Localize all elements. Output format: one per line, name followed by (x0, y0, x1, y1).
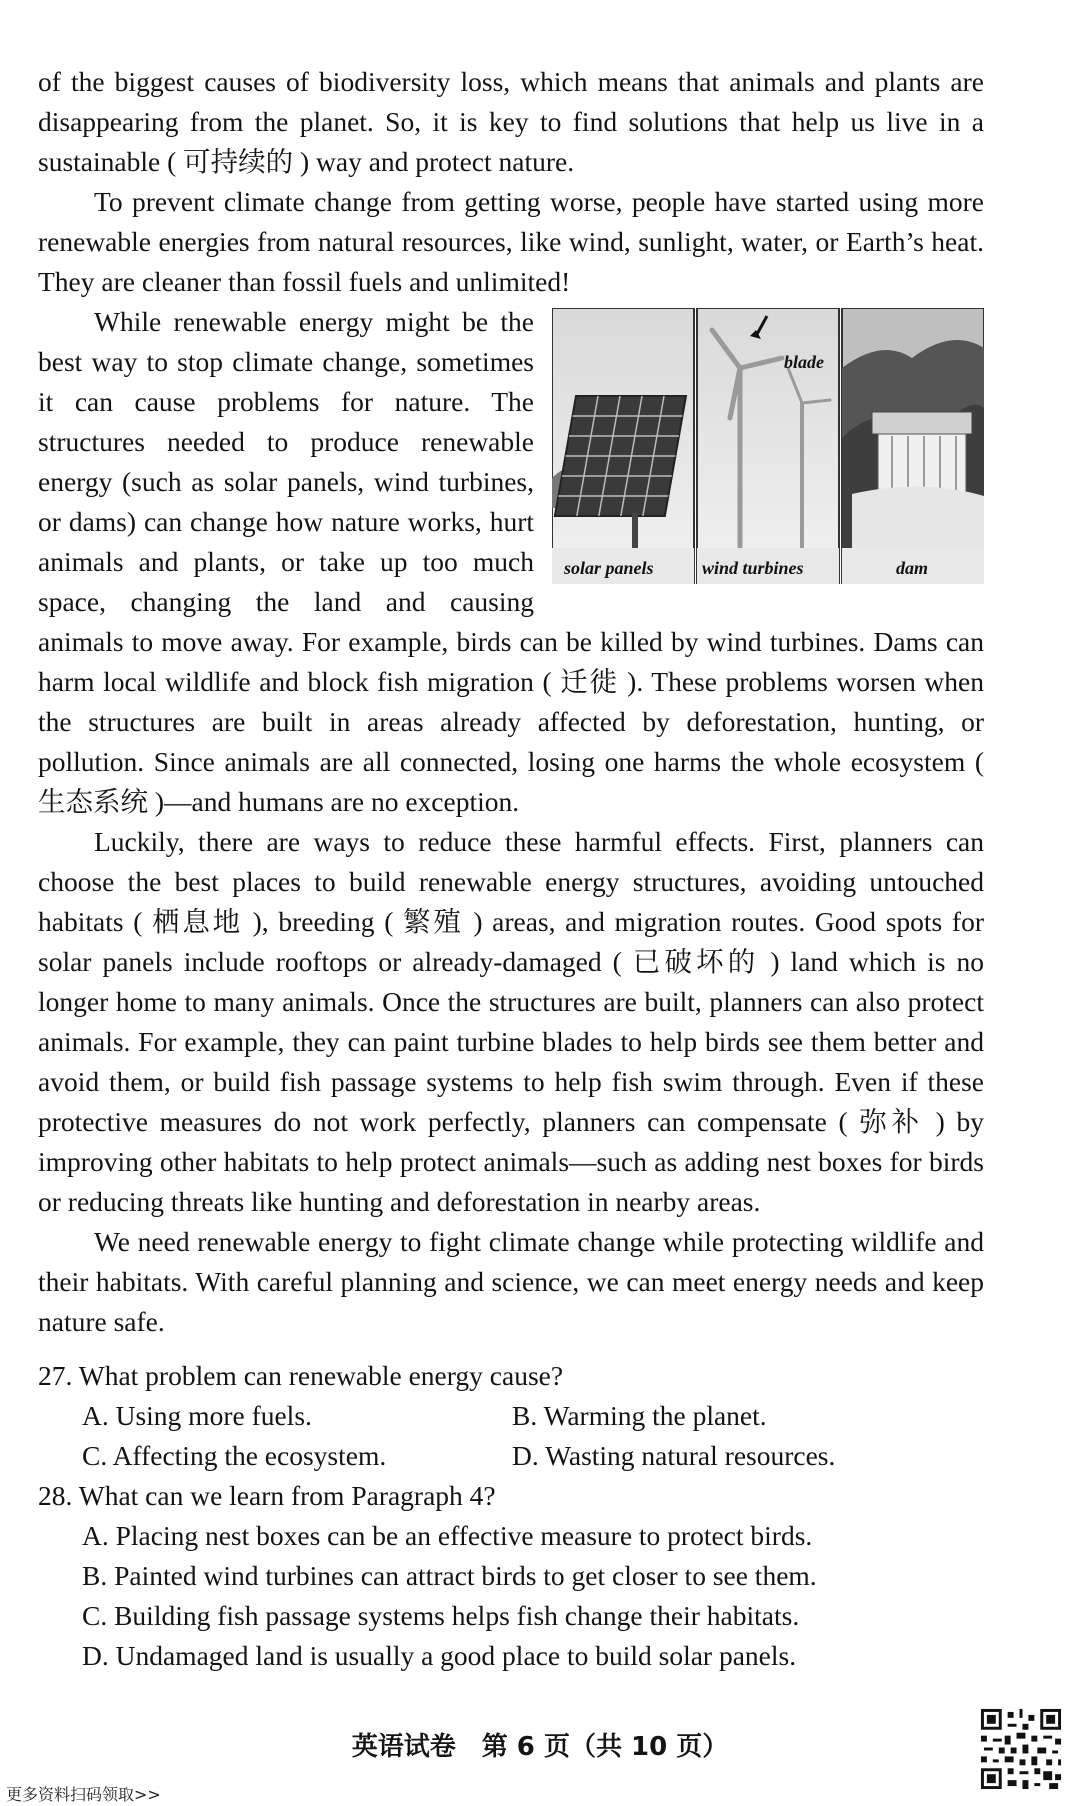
qr-code-icon[interactable] (978, 1706, 1064, 1792)
caption-solar-panels: solar panels (564, 558, 654, 578)
paragraph-1: of the biggest causes of biodiversity loss, which means that animals and plants are disappearing from the planet. So, it is key to find solutions that help us live in a sustainable ( 可持续的 ) way and protect nature. (38, 66, 984, 177)
question-27-stem: 27. What problem can renewable energy cause? (38, 1360, 564, 1391)
paragraph-3: While renewable energy might be the best way to stop climate change, sometimes it can cause problems for nature. The structures needed to produce renewable energy (such as solar panels, wind turbines, or dams) can change how nature works, hurt animals and plants, or take up too much space, changing the land and causing animals to move away. For example, birds can be killed by wind turbines. Dams can harm local wildlife and block fish migration ( 迁徙 ). These problems worsen when the structures are built in areas already affected by deforestation, hunting, or pollution. Since animals are all connected, losing one harms the whole ecosystem ( 生态系统 )—and humans are no exception. (38, 306, 984, 817)
question-27-options-row-1 (38, 1396, 984, 1436)
option-27-c: C. Affecting the ecosystem. (82, 1440, 387, 1471)
wind-panel-frame (697, 308, 839, 584)
option-27-a: A. Using more fuels. (82, 1400, 312, 1431)
paragraph-4: Luckily, there are ways to reduce these harmful effects. First, planners can choose the best places to build renewable energy structures, avoiding untouched habitats ( 栖息地 ), breeding ( 繁殖 ) areas, and migration routes. Good spots for solar panels include rooftops or already-damaged ( 已破坏的 ) land which is no longer home to many animals. Once the structures are built, planners can also protect animals. For example, they can paint turbine blades to help birds see them better and avoid them, or build fish passage systems to help fish swim through. Even if these protective measures do not work perfectly, planners can compensate ( 弥补 ) by improving other habitats to help protect animals—such as adding nest boxes for birds or reducing threats like hunting and deforestation in nearby areas. (38, 826, 984, 1217)
renewable-energy-figure (552, 308, 984, 584)
paragraph-2: To prevent climate change from getting worse, people have started using more renewable energies from natural resources, like wind, sunlight, water, or Earth’s heat. They are cleaner than fossil fuels and unlimited! (38, 186, 984, 297)
option-28-b: B. Painted wind turbines can attract birds to get closer to see them. (82, 1560, 817, 1591)
page-footer: 英语试卷 第 6 页（共 10 页） (351, 1732, 729, 1762)
caption-dam: dam (896, 558, 929, 578)
question-28-stem: 28. What can we learn from Paragraph 4? (38, 1480, 496, 1511)
question-27-options-row-2 (38, 1436, 984, 1476)
caption-wind-turbines: wind turbines (702, 558, 804, 578)
paragraph-5: We need renewable energy to fight climate change while protecting wildlife and their habitats. With careful planning and science, we can meet energy needs and keep nature safe. (38, 1226, 984, 1337)
paragraph-3-block (38, 302, 984, 822)
option-28-c: C. Building fish passage systems helps fish change their habitats. (82, 1600, 800, 1631)
figure-illustration (552, 308, 984, 584)
option-28-d: D. Undamaged land is usually a good place to build solar panels. (82, 1640, 797, 1671)
option-27-d: D. Wasting natural resources. (512, 1440, 836, 1471)
solar-panel-icon (555, 396, 686, 516)
questions (38, 1356, 984, 1676)
blade-label: blade (784, 352, 824, 372)
option-28-a: A. Placing nest boxes can be an effective measure to protect birds. (82, 1520, 813, 1551)
option-27-b: B. Warming the planet. (512, 1400, 767, 1431)
more-materials-link[interactable]: 更多资料扫码领取>> (6, 1785, 161, 1804)
article (38, 62, 984, 1676)
